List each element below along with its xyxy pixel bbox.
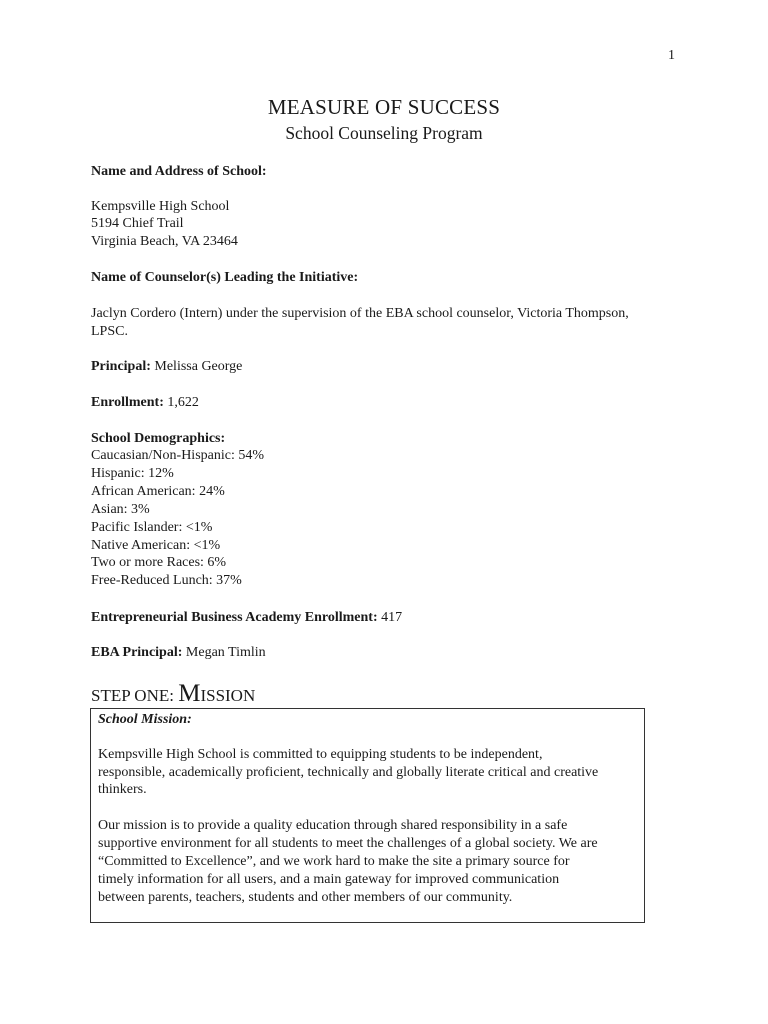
enrollment-line <box>91 394 199 412</box>
school-name: Kempsville High School <box>91 199 230 214</box>
step-one-initial: M <box>178 680 201 707</box>
principal-line <box>91 358 242 376</box>
demographics-item: Native American: <1% <box>91 538 221 553</box>
eba-enrollment-value: 417 <box>381 610 403 625</box>
eba-principal-label: EBA Principal: <box>91 645 183 660</box>
demographics-item: Hispanic: 12% <box>91 466 174 481</box>
demographics-heading: School Demographics: <box>91 431 226 446</box>
mission-para1-line: Kempsville High School is committed to equipping students to be independent, <box>98 747 543 762</box>
demographics-item: Pacific Islander: <1% <box>91 520 213 535</box>
mission-para2-line: Our mission is to provide a quality education through shared responsibility in a safe <box>98 818 568 833</box>
school-city: Virginia Beach, VA 23464 <box>91 234 238 249</box>
mission-para2-line: between parents, teachers, students and other members of our community. <box>98 890 513 905</box>
mission-para1-line: responsible, academically proficient, technically and globally literate critical and creative <box>98 765 599 780</box>
principal-value: Melissa George <box>154 359 243 374</box>
step-one-rest: ISSION <box>200 686 256 705</box>
counselor-line-2: LPSC. <box>91 324 128 339</box>
counselor-heading: Name of Counselor(s) Leading the Initiative: <box>91 270 359 285</box>
page-title: MEASURE OF SUCCESS <box>267 95 501 119</box>
eba-enrollment-line <box>91 609 402 627</box>
mission-para1-line: thinkers. <box>98 782 147 797</box>
mission-para2-line: timely information for all users, and a main gateway for improved communication <box>98 872 560 887</box>
demographics-item: Asian: 3% <box>91 502 150 517</box>
eba-principal-value: Megan Timlin <box>185 645 266 660</box>
principal-label: Principal: <box>91 359 151 374</box>
mission-para2-line: “Committed to Excellence”, and we work hard to make the site a primary source for <box>98 854 570 869</box>
enrollment-value: 1,622 <box>167 395 199 410</box>
counselor-line-1: Jaclyn Cordero (Intern) under the supervision of the EBA school counselor, Victoria Thompson, <box>91 306 629 321</box>
eba-principal-line <box>91 644 266 662</box>
school-heading: Name and Address of School: <box>91 164 267 179</box>
demographics-item: African American: 24% <box>91 484 225 499</box>
mission-heading: School Mission: <box>98 712 192 727</box>
demographics-item: Free-Reduced Lunch: 37% <box>91 573 242 588</box>
demographics-item: Two or more Races: 6% <box>91 555 227 570</box>
page-number: 1 <box>668 48 675 63</box>
school-street: 5194 Chief Trail <box>91 216 184 231</box>
demographics-item: Caucasian/Non-Hispanic: 54% <box>91 448 265 463</box>
page-subtitle: School Counseling Program <box>285 123 483 143</box>
mission-box <box>90 708 645 923</box>
step-one-heading <box>91 680 255 708</box>
eba-enrollment-label: Entrepreneurial Business Academy Enrollment: <box>91 610 378 625</box>
mission-para2-line: supportive environment for all students to meet the challenges of a global society. We are <box>98 836 598 851</box>
enrollment-label: Enrollment: <box>91 395 164 410</box>
step-one-prefix: STEP ONE: <box>91 686 174 705</box>
